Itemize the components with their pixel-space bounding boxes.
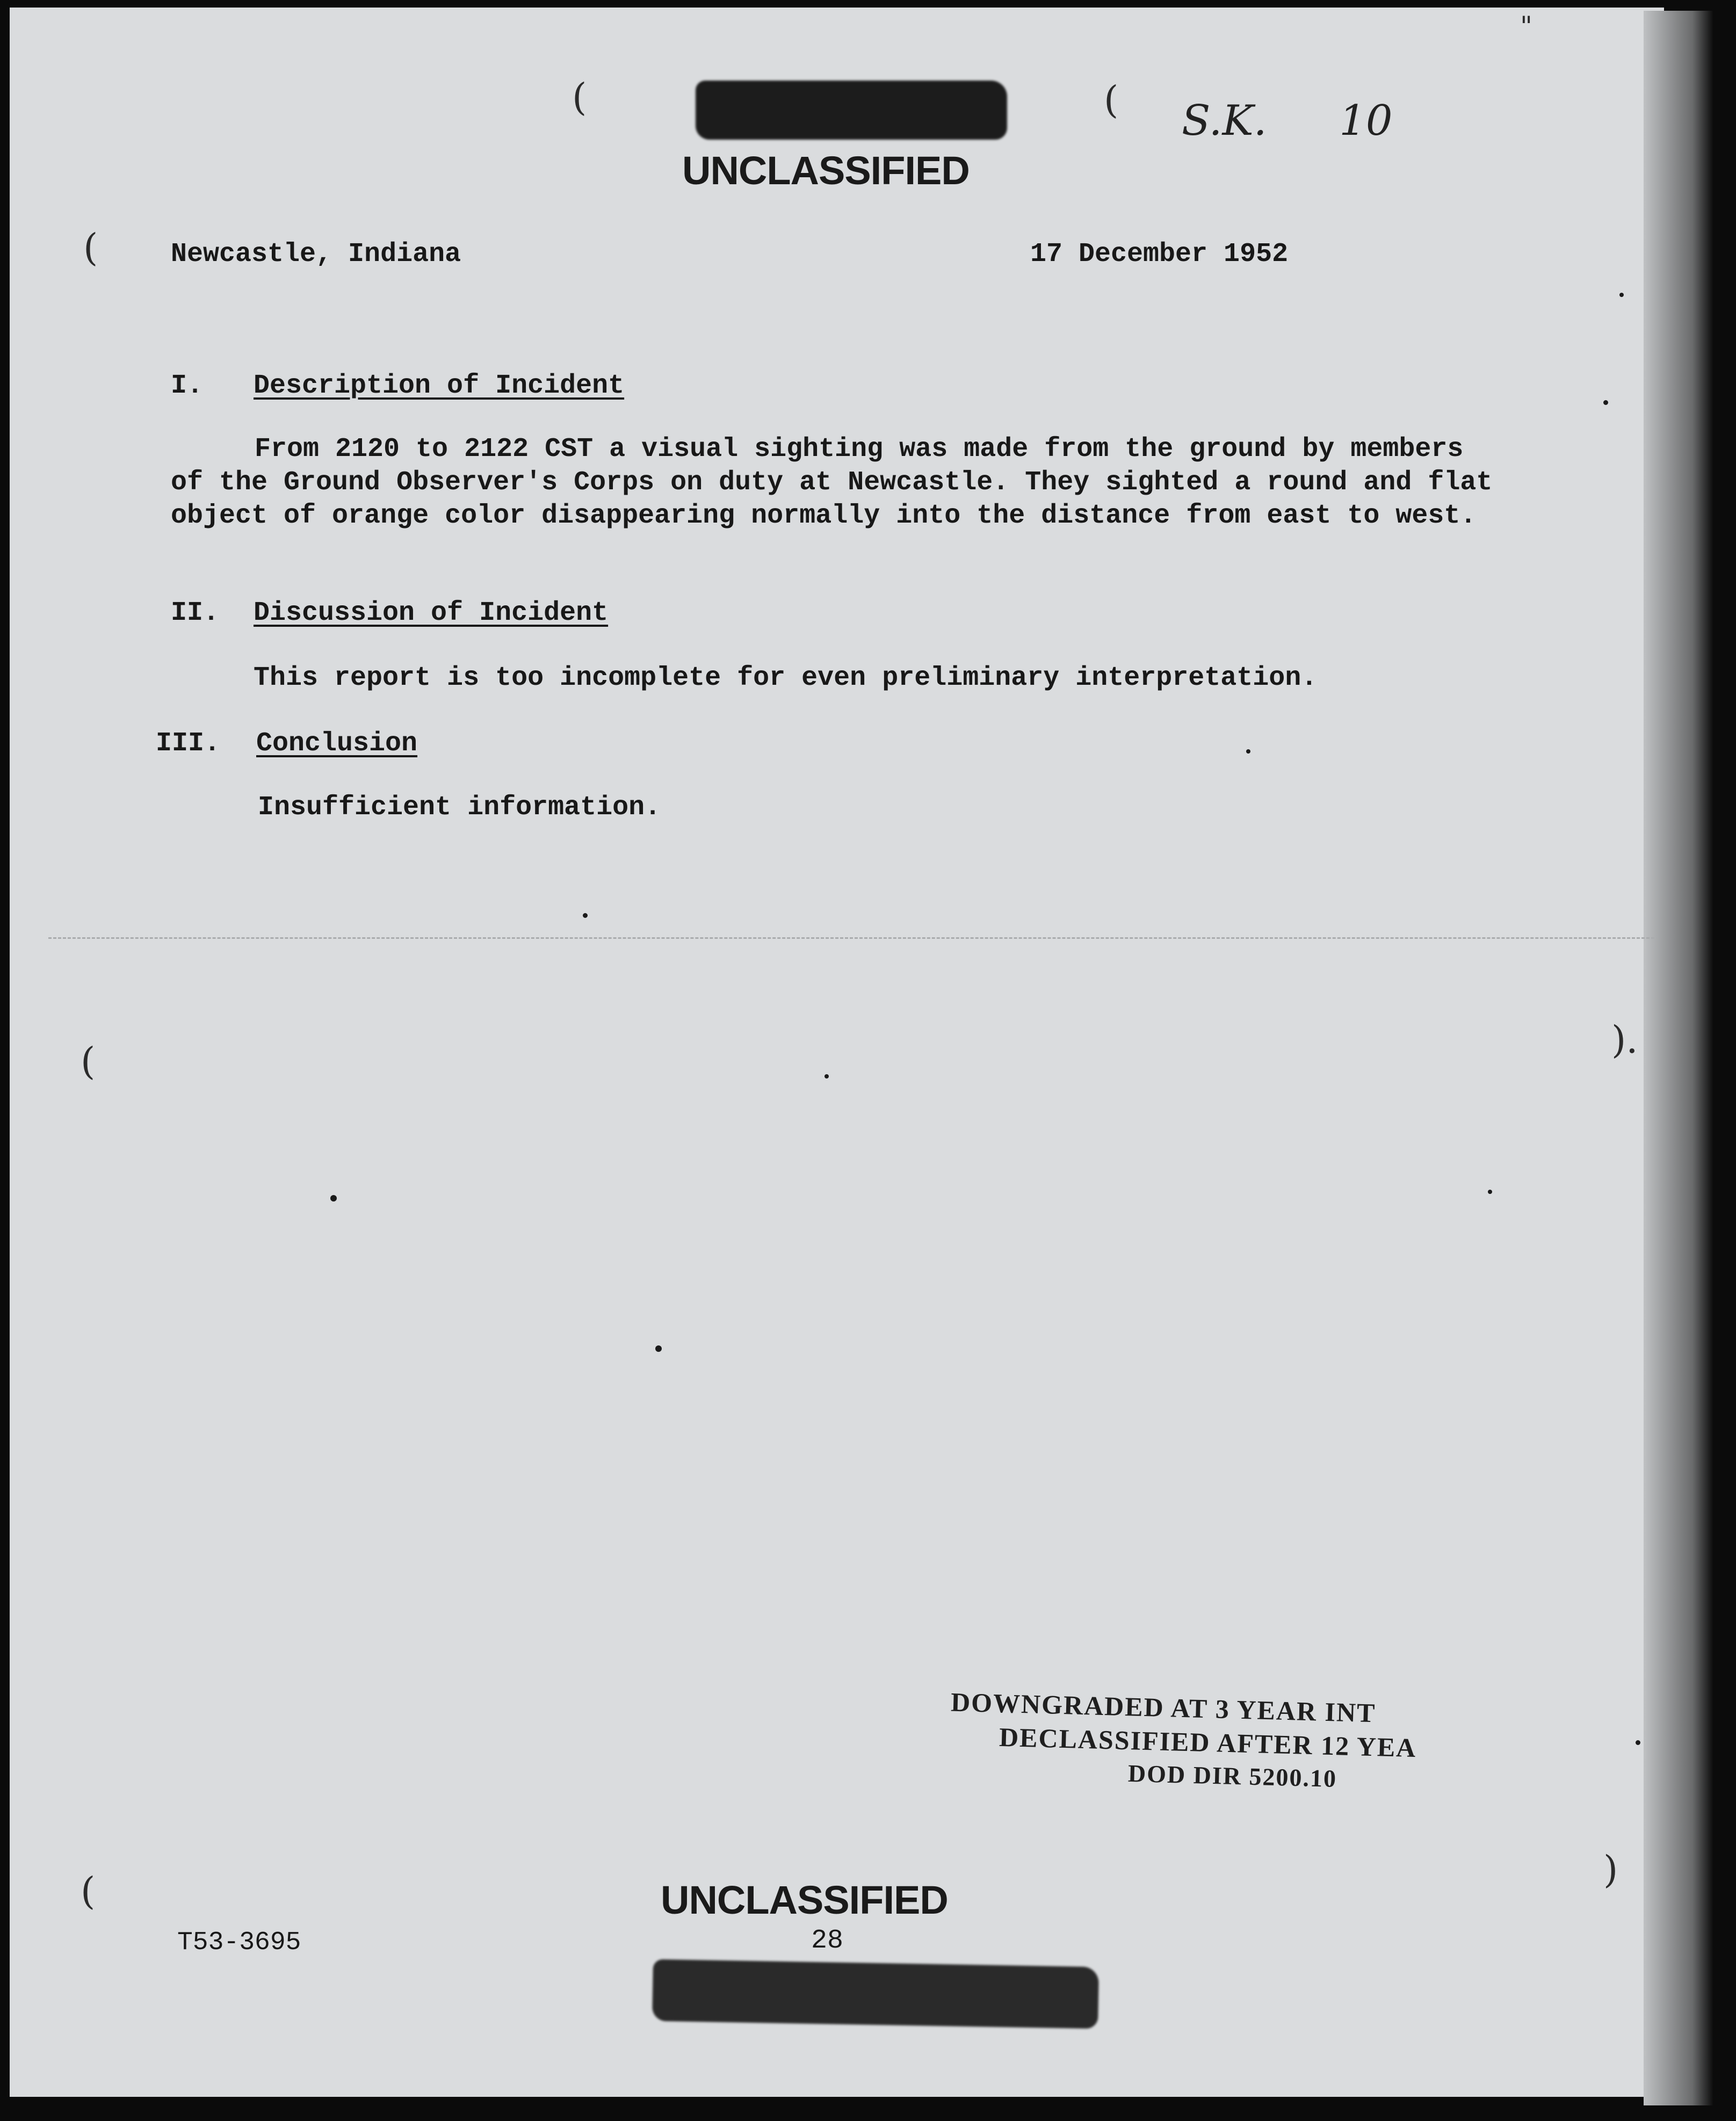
speck: [330, 1195, 337, 1201]
section-numeral-3: III.: [156, 728, 221, 759]
section-heading-3: Conclusion: [256, 728, 418, 759]
page-number: 28: [811, 1925, 844, 1956]
section-text-1: From 2120 to 2122 CST a visual sighting was made from the ground by members of the Ground Observer's Corps on duty at Newcastle. They sighted a round and flat object of orange color disappearing normally into the distance from east to west.: [171, 434, 1493, 531]
margin-mark: (: [83, 226, 98, 270]
location: Newcastle, Indiana: [171, 239, 461, 270]
section-text-3: Insufficient information.: [258, 792, 661, 823]
section-heading-1: Description of Incident: [254, 371, 625, 401]
speck: [583, 913, 588, 918]
speck: [1603, 400, 1608, 405]
margin-mark: (: [1104, 78, 1119, 122]
fold-line: [48, 937, 1654, 939]
stamp-line-2: DECLASSIFIED AFTER 12 YEA: [999, 1721, 1417, 1763]
margin-mark: ).: [1611, 1018, 1638, 1062]
speck: [1246, 749, 1250, 754]
margin-mark: ): [1603, 1848, 1618, 1892]
speck: [1488, 1190, 1492, 1194]
date: 17 December 1952: [1030, 239, 1289, 270]
classification-bottom: UNCLASSIFIED: [661, 1878, 948, 1922]
redaction-bar-bottom: [652, 1959, 1099, 2029]
document-number: T53-3695: [177, 1928, 301, 1957]
margin-mark: (: [81, 1039, 96, 1083]
section-numeral-2: II.: [171, 598, 220, 628]
speck: [1636, 1740, 1640, 1745]
margin-mark: (: [81, 1869, 96, 1913]
section-numeral-1: I.: [171, 371, 204, 401]
handwritten-note: S.K. 10: [1182, 97, 1393, 145]
document-page: [10, 8, 1664, 2097]
speck: [655, 1345, 662, 1352]
classification-top: UNCLASSIFIED: [682, 148, 970, 193]
stamp-line-3: DOD DIR 5200.10: [1127, 1759, 1337, 1793]
speck: [824, 1074, 829, 1078]
margin-mark: (: [572, 75, 587, 119]
stamp-line-1: DOWNGRADED AT 3 YEAR INT: [950, 1686, 1377, 1728]
speck: [1619, 293, 1624, 297]
section-text-2: This report is too incomplete for even preliminary interpretation.: [254, 663, 1318, 693]
page-edge-shadow: [1644, 11, 1713, 2105]
redaction-bar-top: [696, 81, 1007, 140]
section-heading-2: Discussion of Incident: [254, 598, 609, 628]
margin-mark: ": [1520, 11, 1532, 42]
